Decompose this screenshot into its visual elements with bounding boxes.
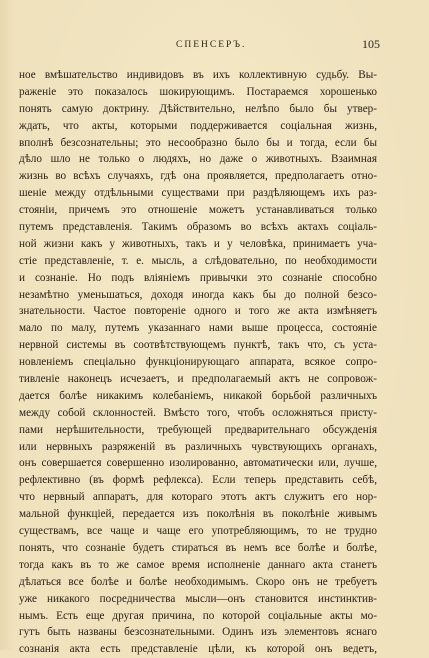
text-line: мало по малу, путемъ указаннаго нами выше процесса, состояніе bbox=[19, 322, 377, 335]
text-line: жизнь во всѣхъ случаяхъ, гдѣ она проявляется, предполагаетъ отно- bbox=[19, 170, 377, 183]
text-line: стіе представленіе, т. е. мысль, а слѣдовательно, по необходимости bbox=[19, 254, 377, 267]
text-line: путемъ представленія. Такимъ образомъ во всѣхъ актахъ соціаль- bbox=[19, 221, 377, 234]
text-line: что нервный аппаратъ, для котораго этотъ актъ служитъ его нор- bbox=[19, 491, 377, 504]
text-line: дается болѣе никакимъ колебаніемъ, никакой борьбой различныхъ bbox=[19, 389, 377, 402]
text-line: тогда какъ въ то же самое время исполненіе даннаго акта станетъ bbox=[19, 558, 377, 571]
text-line: или нервныхъ разряженій въ различныхъ чувствующихъ органахъ, bbox=[19, 440, 377, 453]
text-line: понять, что сознаніе будетъ стираться въ немъ все болѣе и болѣе, bbox=[19, 541, 377, 554]
text-line: дѣлаться все болѣе и болѣе необходимымъ. Скоро онъ не требуетъ bbox=[19, 575, 377, 588]
text-line: уже никакого посредничества мысли—онъ становится инстинктив- bbox=[19, 592, 377, 605]
text-line: между собой склонностей. Вмѣсто того, чтобъ осложняться присту- bbox=[19, 406, 377, 419]
text-line: ждать, что акты, которыми поддерживается соціальная жизнь, bbox=[19, 119, 377, 132]
text-line: новленіемъ спеціально функціонирующаго аппарата, всякое сопро- bbox=[19, 356, 377, 369]
text-line: нымъ. Есть еще другая причина, по которой соціальные акты мо- bbox=[19, 609, 377, 622]
text-line: стояніи, причемъ это отношеніе можетъ устанавливаться только bbox=[19, 204, 377, 217]
text-line: мальной функціей, передается изъ поколѣнія въ поколѣніе живымъ bbox=[19, 508, 377, 521]
text-line: сознанія акта есть представленіе цѣли, къ которой онъ ведетъ, bbox=[19, 643, 377, 656]
text-line: гутъ быть названы безсознательными. Одинъ изъ элементовъ яснаго bbox=[19, 626, 377, 639]
text-line: и сознаніе. Но подъ вліяніемъ привычки это сознаніе способно bbox=[19, 271, 377, 284]
text-line: онъ совершается совершенно изолированно, автоматически или, лучше, bbox=[19, 457, 377, 470]
text-line: тивленіе наконецъ исчезаетъ, и предполагаемый актъ не сопровож- bbox=[19, 373, 377, 386]
text-line: существамъ, все чаще и чаще его употребляющимъ, то не трудно bbox=[19, 525, 377, 538]
text-line: незамѣтно уменьшаться, доходя иногда какъ бы до полной безсо- bbox=[19, 288, 377, 301]
running-head bbox=[0, 37, 429, 54]
text-line: ное вмѣшательство индивидовъ въ ихъ коллективную судьбу. Вы- bbox=[19, 69, 377, 81]
text-line: рефлективно (въ формѣ рефлекса). Если теперь представить себѣ, bbox=[19, 474, 377, 487]
text-line: шеніе между отдѣльными существами при раздѣляющемъ ихъ раз- bbox=[19, 187, 377, 200]
page-number: 105 bbox=[362, 37, 380, 51]
text-line: вполнѣ безсознательны; это несообразно было бы и тогда, если бы bbox=[19, 136, 377, 149]
body-text bbox=[19, 67, 377, 658]
text-line: нервной системы въ соотвѣтствующемъ пунктѣ, такъ что, съ уста- bbox=[19, 339, 377, 352]
running-title: СПЕНСЕРЪ. bbox=[176, 40, 247, 50]
text-line: пами нерѣшительности, требующей предварительнаго обсужденія bbox=[19, 423, 377, 436]
text-line: знательности. Частое повтореніе одного и того же акта измѣняетъ bbox=[19, 305, 377, 318]
text-line: ной жизни какъ у животныхъ, такъ и у человѣка, принимаетъ уча- bbox=[19, 237, 377, 250]
text-line: понять самую доктрину. Дѣйствительно, нелѣпо было бы утвер- bbox=[19, 102, 377, 115]
text-line: дѣло шло не только о людяхъ, но даже о животныхъ. Взаимная bbox=[19, 153, 377, 166]
text-line: раженіе это показалось шокирующимъ. Постараемся хорошенько bbox=[19, 85, 377, 98]
